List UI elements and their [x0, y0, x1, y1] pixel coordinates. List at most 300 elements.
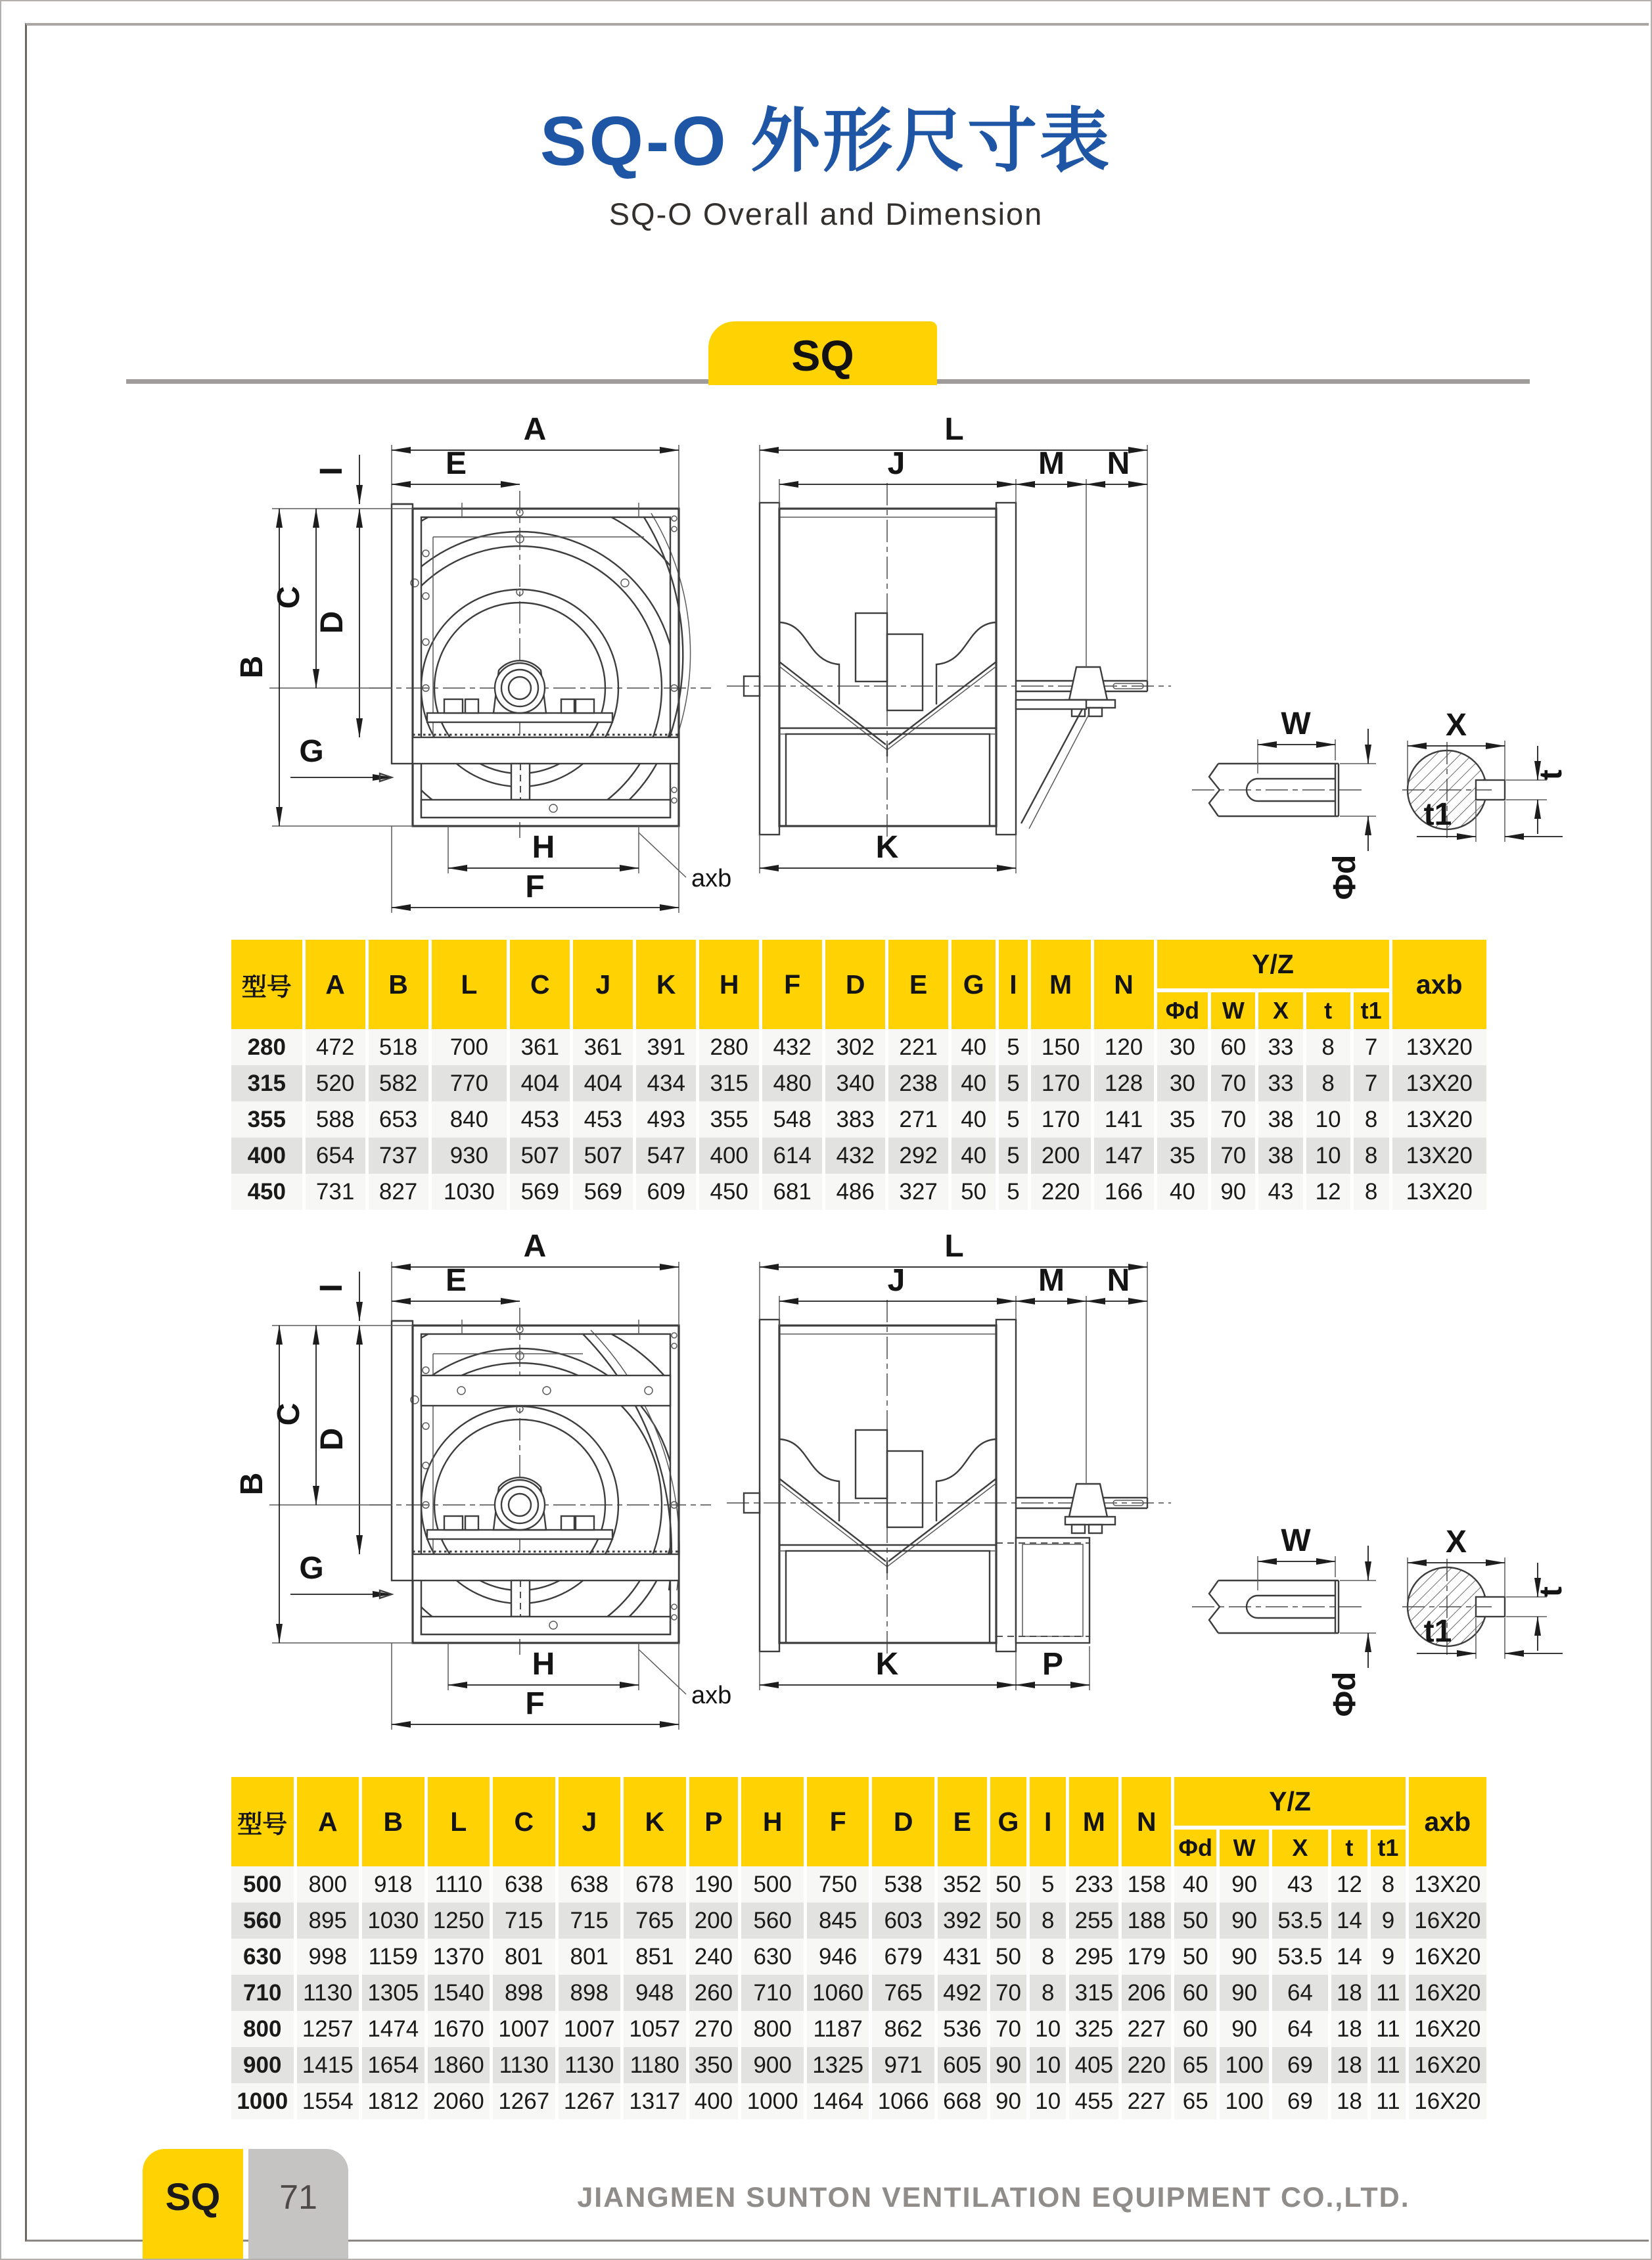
model-cell: 315: [231, 1065, 302, 1101]
dimension-cell: 480: [762, 1065, 822, 1101]
dimension-cell: 1554: [297, 2083, 359, 2119]
dimension-cell: 220: [1122, 2047, 1171, 2083]
dimension-cell: 13X20: [1392, 1174, 1486, 1210]
dim-label-C: C: [271, 586, 306, 609]
dimension-cell: 1370: [428, 1939, 490, 1975]
dimension-cell: 70: [1211, 1101, 1255, 1138]
dim-label-H: H: [532, 830, 555, 865]
column-header: I: [1030, 1777, 1066, 1866]
dimension-cell: 69: [1272, 2083, 1328, 2119]
dimension-cell: 327: [888, 1174, 948, 1210]
diagram-sq-top: [93, 405, 1578, 931]
model-cell: 560: [231, 1903, 294, 1939]
dimension-cell: 158: [1122, 1866, 1171, 1903]
dimension-cell: 392: [938, 1903, 987, 1939]
dimension-cell: 18: [1331, 2011, 1367, 2047]
dimension-cell: 10: [1306, 1101, 1350, 1138]
dimension-cell: 18: [1331, 1975, 1367, 2011]
column-header: B: [369, 940, 428, 1029]
dimension-cell: 90: [1211, 1174, 1255, 1210]
dim-label-L: L: [944, 1229, 964, 1264]
dimension-cell: 221: [888, 1029, 948, 1065]
dimension-cell: 200: [689, 1903, 739, 1939]
dimension-cell: 233: [1069, 1866, 1118, 1903]
dimension-cell: 90: [1220, 1866, 1269, 1903]
dimension-cell: 405: [1069, 2047, 1118, 2083]
dimension-cell: 147: [1094, 1138, 1154, 1174]
dimension-cell: 16X20: [1409, 1903, 1486, 1939]
page-subtitle: SQ-O Overall and Dimension: [608, 196, 1044, 231]
dim-label-D: D: [315, 611, 350, 634]
column-header: J: [559, 1777, 621, 1866]
dimension-cell: 1130: [559, 2047, 621, 2083]
dimension-cell: 220: [1031, 1174, 1091, 1210]
dimension-cell: 8: [1371, 1866, 1406, 1903]
dimension-cell: 1000: [741, 2083, 804, 2119]
dimension-cell: 11: [1371, 2011, 1406, 2047]
dimension-cell: 737: [369, 1138, 428, 1174]
dim-label-G: G: [299, 734, 324, 769]
dim-label-C: C: [271, 1402, 306, 1426]
dimension-cell: 614: [762, 1138, 822, 1174]
dimension-cell: 33: [1258, 1029, 1302, 1065]
dimension-cell: 90: [990, 2047, 1026, 2083]
column-header: J: [573, 940, 633, 1029]
dimension-cell: 455: [1069, 2083, 1118, 2119]
dimension-cell: 827: [369, 1174, 428, 1210]
column-header: C: [510, 940, 570, 1029]
dim-label-J: J: [887, 446, 906, 481]
dimension-cell: 800: [741, 2011, 804, 2047]
dimension-cell: 536: [938, 2011, 987, 2047]
dimension-cell: 206: [1122, 1975, 1171, 2011]
dimension-cell: 1540: [428, 1975, 490, 2011]
dimension-cell: 10: [1030, 2047, 1066, 2083]
dimension-cell: 638: [559, 1866, 621, 1903]
column-header: N: [1094, 940, 1154, 1029]
model-column-header: 型号: [231, 1777, 294, 1866]
model-cell: 630: [231, 1939, 294, 1975]
dimension-cell: 609: [636, 1174, 696, 1210]
dimension-cell: 50: [990, 1903, 1026, 1939]
yz-sub-header: W: [1220, 1830, 1269, 1866]
dim-label-phid: Φd: [1327, 854, 1362, 900]
yz-group-header: Y/Z: [1174, 1777, 1406, 1830]
dimension-cell: 5: [1030, 1866, 1066, 1903]
dimension-cell: 361: [573, 1029, 633, 1065]
dimension-cell: 605: [938, 2047, 987, 2083]
dimension-cell: 60: [1174, 1975, 1216, 2011]
dimension-cell: 295: [1069, 1939, 1118, 1975]
dim-label-G: G: [299, 1551, 324, 1586]
dimension-cell: 520: [306, 1065, 365, 1101]
dim-label-B: B: [235, 1472, 269, 1496]
dimension-cell: 38: [1258, 1138, 1302, 1174]
dimension-cell: 7: [1354, 1065, 1389, 1101]
diagram-sq-bottom: [93, 1222, 1578, 1768]
dimension-cell: 930: [432, 1138, 507, 1174]
dimension-cell: 90: [990, 2083, 1026, 2119]
dim-label-K: K: [875, 830, 899, 865]
dimension-cell: 170: [1031, 1065, 1091, 1101]
table-row: [231, 1138, 1486, 1174]
column-header: I: [999, 940, 1027, 1029]
dimension-cell: 65: [1174, 2047, 1216, 2083]
footer-series-label: SQ: [165, 2176, 221, 2219]
dimension-cell: 16X20: [1409, 1975, 1486, 2011]
dimension-cell: 404: [573, 1065, 633, 1101]
dimension-cell: 40: [1157, 1174, 1208, 1210]
column-header: M: [1031, 940, 1091, 1029]
dimension-cell: 315: [699, 1065, 759, 1101]
column-header: axb: [1392, 940, 1486, 1029]
dimension-cell: 492: [938, 1975, 987, 2011]
column-header: K: [624, 1777, 686, 1866]
dimension-cell: 5: [999, 1174, 1027, 1210]
dim-label-K: K: [875, 1647, 899, 1682]
dimension-cell: 630: [741, 1939, 804, 1975]
dimension-cell: 948: [624, 1975, 686, 2011]
dimension-cell: 64: [1272, 1975, 1328, 2011]
dimension-cell: 450: [699, 1174, 759, 1210]
dimension-cell: 292: [888, 1138, 948, 1174]
model-cell: 1000: [231, 2083, 294, 2119]
dim-label-E: E: [445, 446, 467, 481]
dimension-cell: 678: [624, 1866, 686, 1903]
column-header: axb: [1409, 1777, 1486, 1866]
dim-label-W: W: [1281, 706, 1311, 741]
dim-label-I: I: [314, 467, 349, 476]
dimension-cell: 350: [689, 2047, 739, 2083]
dimension-cell: 40: [1174, 1866, 1216, 1903]
dimension-cell: 10: [1030, 2011, 1066, 2047]
dimension-cell: 361: [510, 1029, 570, 1065]
dimension-cell: 1066: [872, 2083, 934, 2119]
yz-sub-header: X: [1258, 992, 1302, 1029]
dimension-cell: 668: [938, 2083, 987, 2119]
model-cell: 800: [231, 2011, 294, 2047]
dimension-cell: 569: [510, 1174, 570, 1210]
dimension-cell: 11: [1371, 2047, 1406, 2083]
dimension-cell: 43: [1272, 1866, 1328, 1903]
dimension-cell: 391: [636, 1029, 696, 1065]
dim-label-M: M: [1038, 446, 1065, 481]
dimension-cell: 255: [1069, 1903, 1118, 1939]
dim-label-H: H: [532, 1647, 555, 1682]
dimension-cell: 898: [493, 1975, 555, 2011]
dimension-cell: 383: [825, 1101, 885, 1138]
dimension-cell: 90: [1220, 1903, 1269, 1939]
dimension-cell: 548: [762, 1101, 822, 1138]
dimension-cell: 800: [297, 1866, 359, 1903]
dimension-cell: 13X20: [1409, 1866, 1486, 1903]
dimension-cell: 90: [1220, 1939, 1269, 1975]
dimension-cell: 900: [741, 2047, 804, 2083]
column-header: E: [938, 1777, 987, 1866]
dim-label-X: X: [1445, 1525, 1467, 1559]
table-row: [231, 2047, 1486, 2083]
series-badge-label: SQ: [791, 331, 854, 380]
dimension-cell: 10: [1030, 2083, 1066, 2119]
dimension-cell: 70: [1211, 1138, 1255, 1174]
dimension-cell: 16X20: [1409, 2083, 1486, 2119]
dimension-cell: 200: [1031, 1138, 1091, 1174]
table-row: [231, 1939, 1486, 1975]
dimension-cell: 493: [636, 1101, 696, 1138]
dimension-cell: 260: [689, 1975, 739, 2011]
dimension-cell: 486: [825, 1174, 885, 1210]
dimension-cell: 500: [741, 1866, 804, 1903]
dimension-cell: 5: [999, 1065, 1027, 1101]
dim-label-E: E: [445, 1263, 467, 1298]
dim-label-A: A: [523, 412, 547, 447]
dimension-table-small-models: [228, 940, 1490, 1210]
dimension-cell: 65: [1174, 2083, 1216, 2119]
dim-label-A: A: [523, 1229, 547, 1264]
dimension-cell: 270: [689, 2011, 739, 2047]
column-header: P: [689, 1777, 739, 1866]
dim-label-N: N: [1107, 1263, 1130, 1298]
table-row: [231, 1065, 1486, 1101]
table-row: [231, 2083, 1486, 2119]
dimension-cell: 710: [741, 1975, 804, 2011]
shaft-detail: [1192, 1523, 1569, 1717]
dim-label-axb: axb: [691, 1682, 732, 1709]
dimension-cell: 16X20: [1409, 1939, 1486, 1975]
table-row: [231, 1866, 1486, 1903]
dimension-cell: 18: [1331, 2083, 1367, 2119]
dimension-cell: 507: [573, 1138, 633, 1174]
dimension-cell: 765: [624, 1903, 686, 1939]
dim-label-X: X: [1445, 708, 1467, 743]
dimension-cell: 1474: [362, 2011, 424, 2047]
yz-sub-header: t1: [1371, 1830, 1406, 1866]
dimension-cell: 1159: [362, 1939, 424, 1975]
table-row: [231, 1903, 1486, 1939]
dimension-cell: 5: [999, 1101, 1027, 1138]
dimension-cell: 400: [689, 2083, 739, 2119]
dim-label-B: B: [235, 655, 269, 679]
dimension-cell: 16X20: [1409, 2047, 1486, 2083]
dimension-cell: 40: [952, 1029, 996, 1065]
dimension-cell: 5: [999, 1138, 1027, 1174]
dimension-cell: 11: [1371, 2083, 1406, 2119]
dimension-cell: 120: [1094, 1029, 1154, 1065]
dimension-cell: 50: [952, 1174, 996, 1210]
dimension-cell: 170: [1031, 1101, 1091, 1138]
dimension-cell: 280: [699, 1029, 759, 1065]
dim-label-J: J: [887, 1263, 906, 1298]
column-header: G: [990, 1777, 1026, 1866]
dimension-cell: 69: [1272, 2047, 1328, 2083]
yz-sub-header: Φd: [1174, 1830, 1216, 1866]
dim-label-F: F: [525, 869, 545, 904]
dimension-cell: 35: [1157, 1101, 1208, 1138]
column-header: N: [1122, 1777, 1171, 1866]
dimension-cell: 1250: [428, 1903, 490, 1939]
dimension-cell: 12: [1306, 1174, 1350, 1210]
dimension-cell: 2060: [428, 2083, 490, 2119]
dim-label-t: t: [1534, 1586, 1569, 1597]
dimension-cell: 1057: [624, 2011, 686, 2047]
dim-label-t: t: [1534, 770, 1569, 780]
dimension-cell: 8: [1306, 1029, 1350, 1065]
dimension-cell: 166: [1094, 1174, 1154, 1210]
dimension-cell: 1317: [624, 2083, 686, 2119]
dimension-cell: 862: [872, 2011, 934, 2047]
column-header: G: [952, 940, 996, 1029]
dimension-cell: 50: [1174, 1939, 1216, 1975]
model-cell: 500: [231, 1866, 294, 1903]
dimension-cell: 569: [573, 1174, 633, 1210]
column-header: H: [699, 940, 759, 1029]
dim-label-t1: t1: [1423, 797, 1452, 832]
dimension-cell: 352: [938, 1866, 987, 1903]
dim-label-N: N: [1107, 446, 1130, 481]
model-cell: 710: [231, 1975, 294, 2011]
yz-group-header: Y/Z: [1157, 940, 1389, 992]
dimension-cell: 1030: [432, 1174, 507, 1210]
side-view: [727, 1229, 1171, 1690]
column-header: D: [872, 1777, 934, 1866]
dimension-cell: 150: [1031, 1029, 1091, 1065]
dimension-cell: 801: [559, 1939, 621, 1975]
column-header: L: [432, 940, 507, 1029]
dimension-cell: 100: [1220, 2083, 1269, 2119]
dimension-cell: 60: [1174, 2011, 1216, 2047]
dimension-cell: 1812: [362, 2083, 424, 2119]
dimension-cell: 653: [369, 1101, 428, 1138]
dimension-cell: 404: [510, 1065, 570, 1101]
dimension-cell: 190: [689, 1866, 739, 1903]
dimension-cell: 1415: [297, 2047, 359, 2083]
dimension-cell: 770: [432, 1065, 507, 1101]
dimension-cell: 12: [1331, 1866, 1367, 1903]
dimension-cell: 1180: [624, 2047, 686, 2083]
dimension-cell: 50: [990, 1866, 1026, 1903]
dimension-cell: 271: [888, 1101, 948, 1138]
dimension-cell: 90: [1220, 1975, 1269, 2011]
dimension-cell: 18: [1331, 2047, 1367, 2083]
dimension-cell: 355: [699, 1101, 759, 1138]
table-row: [231, 1029, 1486, 1065]
column-header: L: [428, 1777, 490, 1866]
dimension-cell: 14: [1331, 1939, 1367, 1975]
dimension-cell: 40: [952, 1101, 996, 1138]
dimension-cell: 679: [872, 1939, 934, 1975]
dimension-cell: 715: [559, 1903, 621, 1939]
dimension-cell: 9: [1371, 1903, 1406, 1939]
dimension-cell: 8: [1354, 1101, 1389, 1138]
dimension-cell: 453: [510, 1101, 570, 1138]
dim-label-t1: t1: [1423, 1614, 1452, 1649]
dimension-cell: 1060: [807, 1975, 869, 2011]
model-cell: 355: [231, 1101, 302, 1138]
dimension-cell: 227: [1122, 2011, 1171, 2047]
dimension-cell: 588: [306, 1101, 365, 1138]
page-title: SQ-O 外形尺寸表: [539, 103, 1113, 180]
column-header: M: [1069, 1777, 1118, 1866]
shaft-detail: [1192, 706, 1569, 900]
column-header: A: [306, 940, 365, 1029]
dimension-cell: 946: [807, 1939, 869, 1975]
dimension-cell: 1257: [297, 2011, 359, 2047]
dimension-cell: 33: [1258, 1065, 1302, 1101]
dim-label-L: L: [944, 412, 964, 447]
dimension-cell: 38: [1258, 1101, 1302, 1138]
dimension-cell: 64: [1272, 2011, 1328, 2047]
model-cell: 900: [231, 2047, 294, 2083]
yz-sub-header: t1: [1354, 992, 1389, 1029]
dimension-cell: 700: [432, 1029, 507, 1065]
dimension-cell: 840: [432, 1101, 507, 1138]
dimension-table-large-models: [228, 1777, 1490, 2119]
footer-page-tab: [248, 2149, 348, 2260]
dimension-cell: 128: [1094, 1065, 1154, 1101]
dimension-cell: 60: [1211, 1029, 1255, 1065]
dimension-cell: 731: [306, 1174, 365, 1210]
model-cell: 400: [231, 1138, 302, 1174]
dimension-cell: 53.5: [1272, 1903, 1328, 1939]
yz-sub-header: W: [1211, 992, 1255, 1029]
series-badge: [708, 321, 937, 385]
dimension-cell: 227: [1122, 2083, 1171, 2119]
dimension-cell: 472: [306, 1029, 365, 1065]
dimension-cell: 8: [1030, 1975, 1066, 2011]
dimension-cell: 801: [493, 1939, 555, 1975]
dimension-cell: 547: [636, 1138, 696, 1174]
dimension-cell: 11: [1371, 1975, 1406, 2011]
dim-label-F: F: [525, 1686, 545, 1721]
yz-sub-header: t: [1331, 1830, 1367, 1866]
side-view: [727, 412, 1171, 873]
dim-label-P: P: [1042, 1647, 1064, 1682]
dimension-cell: 765: [872, 1975, 934, 2011]
dimension-cell: 603: [872, 1903, 934, 1939]
dimension-cell: 179: [1122, 1939, 1171, 1975]
dimension-cell: 13X20: [1392, 1138, 1486, 1174]
dim-label-W: W: [1281, 1523, 1311, 1558]
dimension-cell: 507: [510, 1138, 570, 1174]
dimension-cell: 971: [872, 2047, 934, 2083]
dimension-cell: 100: [1220, 2047, 1269, 2083]
dimension-cell: 1130: [297, 1975, 359, 2011]
company-name: JIANGMEN SUNTON VENTILATION EQUIPMENT CO.,LTD.: [577, 2182, 1410, 2213]
dimension-cell: 654: [306, 1138, 365, 1174]
dimension-cell: 434: [636, 1065, 696, 1101]
dimension-cell: 1305: [362, 1975, 424, 2011]
dimension-cell: 1464: [807, 2083, 869, 2119]
dim-label-M: M: [1038, 1263, 1065, 1298]
dimension-cell: 1670: [428, 2011, 490, 2047]
front-view: [235, 412, 731, 913]
model-cell: 450: [231, 1174, 302, 1210]
model-column-header: 型号: [231, 940, 302, 1029]
dimension-cell: 16X20: [1409, 2011, 1486, 2047]
column-header: D: [825, 940, 885, 1029]
dimension-cell: 681: [762, 1174, 822, 1210]
dimension-cell: 1007: [559, 2011, 621, 2047]
dimension-cell: 1860: [428, 2047, 490, 2083]
dimension-cell: 1267: [559, 2083, 621, 2119]
dimension-cell: 518: [369, 1029, 428, 1065]
dimension-cell: 7: [1354, 1029, 1389, 1065]
dimension-cell: 582: [369, 1065, 428, 1101]
dimension-cell: 30: [1157, 1065, 1208, 1101]
column-header: B: [362, 1777, 424, 1866]
dimension-cell: 302: [825, 1029, 885, 1065]
dimension-cell: 9: [1371, 1939, 1406, 1975]
